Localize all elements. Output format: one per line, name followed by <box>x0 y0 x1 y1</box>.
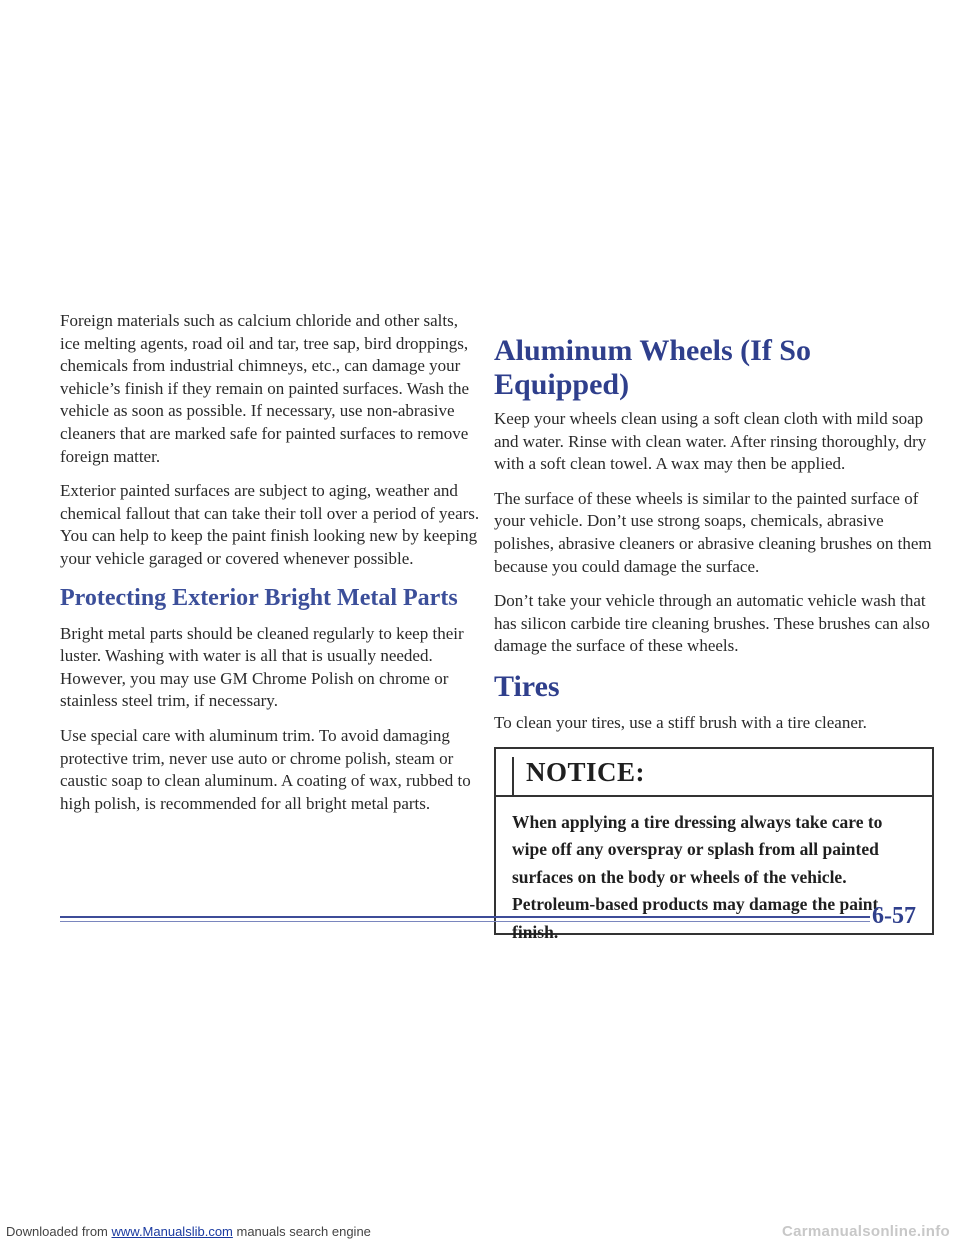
left-column <box>60 310 480 827</box>
vehicle-wash-paragraph: Don’t take your vehicle through an automatic vehicle wash that has silicon carbide tire cleaning brushes. These brushes can also damage the surface of these wheels. <box>494 591 930 656</box>
notice-header <box>496 749 932 797</box>
notice-title: NOTICE: <box>526 756 646 787</box>
notice-text: When applying a tire dressing always take care to wipe off any overspray or splash from all painted surfaces on the body or wheels of the vehicle. Petroleum-based products may damage the paint finish. <box>512 811 883 942</box>
download-suffix: manuals search engine <box>232 1224 371 1239</box>
notice-tab-divider <box>512 757 514 795</box>
aluminum-trim-paragraph: Use special care with aluminum trim. To avoid damaging protective trim, never use auto or chrome polish, steam or caustic soap to clean aluminum. A coating of wax, rubbed to high polish, is recommended for all bright metal parts. <box>60 725 471 813</box>
wheels-clean-paragraph: Keep your wheels clean using a soft clean cloth with mild soap and water. Rinse with clean water. After rinsing thoroughly, dry with a soft clean towel. A wax may then be applied. <box>494 409 927 474</box>
exterior-painted-paragraph: Exterior painted surfaces are subject to aging, weather and chemical fallout that can take their toll over a period of years. You can help to keep the paint finish looking new by keeping your vehicle garaged or covered whenever possible. <box>60 481 480 568</box>
tires-paragraph: To clean your tires, use a stiff brush with a tire cleaner. <box>494 712 867 732</box>
tires-heading: Tires <box>494 669 560 703</box>
notice-box <box>494 747 934 942</box>
bright-metal-heading: Protecting Exterior Bright Metal Parts <box>60 584 458 611</box>
footer-rule-line-thin <box>60 921 870 922</box>
manualslib-link[interactable]: www.Manualslib.com <box>111 1224 233 1239</box>
page-number: 6-57 <box>872 903 916 929</box>
carmanuals-watermark: Carmanualsonline.info <box>782 1223 950 1240</box>
wheels-surface-paragraph: The surface of these wheels is similar to the painted surface of your vehicle. Don’t use strong soaps, chemicals, abrasive polishes, abrasive cleaners or abrasive cleaning brushes on them because you could damage the surface. <box>494 488 932 576</box>
download-prefix: Downloaded from <box>6 1224 112 1239</box>
footer-rule-line <box>60 916 870 918</box>
download-banner-text <box>6 1222 371 1242</box>
right-column <box>494 334 932 942</box>
bright-metal-paragraph: Bright metal parts should be cleaned regularly to keep their luster. Washing with water is all that is usually needed. However, you may use GM Chrome Polish on chrome or stainless steel trim, if necessary. <box>60 623 464 711</box>
foreign-materials-paragraph: Foreign materials such as calcium chloride and other salts, ice melting agents, road oil and tar, tree sap, bird droppings, chemicals from industrial chimneys, etc., can damage your vehicle’s finish if they remain on painted surfaces. Wash the vehicle as soon as possible. If necessary, use non-abrasive cleaners that are marked safe for painted surfaces to remove foreign matter. <box>60 311 470 466</box>
download-banner <box>0 1222 960 1242</box>
aluminum-wheels-heading: Aluminum Wheels (If So Equipped) <box>494 334 811 401</box>
